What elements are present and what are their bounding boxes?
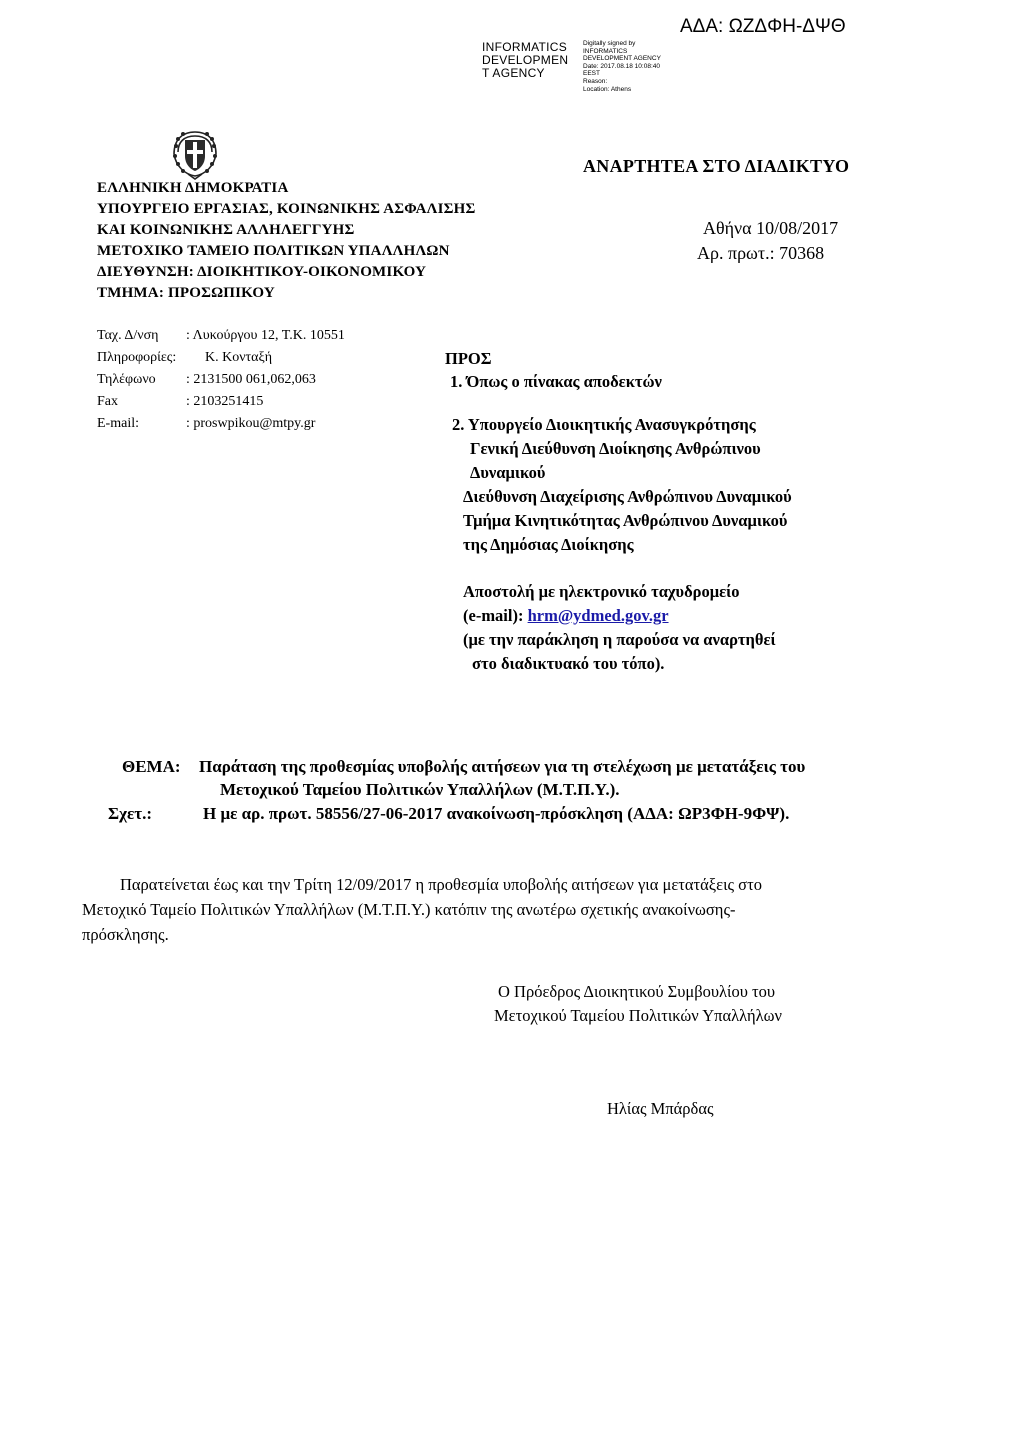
signature-detail-line: EEST: [583, 70, 600, 78]
contact-row: [97, 413, 417, 435]
signatory-name: Ηλίας Μπάρδας: [607, 1099, 714, 1118]
header-line: ΚΑΙ ΚΟΙΝΩΝΙΚΗΣ ΑΛΛΗΛΕΓΓΥΗΣ: [97, 222, 355, 238]
contact-value: : 2103251415: [186, 394, 264, 409]
reference-text: Η με αρ. πρωτ. 58556/27-06-2017 ανακοίνωση-πρόσκληση (ΑΔΑ: ΩΡ3ΦΗ-9ΦΨ).: [203, 804, 790, 823]
signature-detail-line: Reason:: [583, 77, 608, 85]
header-line: ΤΜΗΜΑ: ΠΡΟΣΩΠΙΚΟΥ: [97, 285, 275, 301]
publication-request-line: (με την παράκληση η παρούσα να αναρτηθεί: [463, 630, 776, 649]
signature-detail-line: INFORMATICS: [583, 47, 628, 55]
signatory-title: Μετοχικού Ταμείου Πολιτικών Υπαλλήλων: [494, 1006, 782, 1025]
signature-detail-line: DEVELOPMENT AGENCY: [583, 55, 661, 63]
contact-label: Fax: [97, 394, 118, 409]
email-prefix: (e-mail):: [463, 606, 528, 625]
contact-label: Πληροφορίες:: [97, 350, 177, 365]
recipient-item-2-line: Δυναμικού: [470, 463, 546, 482]
publication-request-line: στο διαδικτυακό του τόπο).: [472, 654, 665, 673]
signature-org-line: T AGENCY: [482, 66, 545, 80]
recipient-item-2-line: Διεύθυνση Διαχείρισης Ανθρώπινου Δυναμικού: [463, 487, 792, 506]
header-line: ΕΛΛΗΝΙΚΗ ΔΗΜΟΚΡΑΤΙΑ: [97, 180, 289, 196]
contact-row: [97, 325, 417, 347]
contact-row: [97, 391, 417, 413]
subject-line: Παράταση της προθεσμίας υποβολής αιτήσεων για τη στελέχωση με μετατάξεις του: [199, 757, 806, 776]
contact-value: : 2131500 061,062,063: [186, 372, 316, 387]
signature-detail-line: Digitally signed by: [583, 40, 636, 47]
publish-notice: ΑΝΑΡΤΗΤΕΑ ΣΤΟ ΔΙΑΔΙΚΤΥΟ: [583, 156, 850, 176]
contact-details: [97, 325, 417, 435]
reference-label: Σχετ.:: [108, 804, 152, 823]
recipient-item-2-line: 2. Υπουργείο Διοικητικής Ανασυγκρότησης: [452, 415, 756, 434]
contact-value: : proswpikou@mtpy.gr: [186, 416, 316, 431]
issuer-header: [97, 178, 476, 304]
signature-org-line: INFORMATICS: [482, 40, 568, 54]
recipient-email-link[interactable]: hrm@ydmed.gov.gr: [527, 606, 669, 625]
subject-line: Μετοχικού Ταμείου Πολιτικών Υπαλλήλων (Μ.Τ.Π.Υ.).: [220, 780, 620, 799]
contact-label: E-mail:: [97, 416, 139, 431]
contact-row: [97, 347, 417, 369]
email-delivery-note: Αποστολή με ηλεκτρονικό ταχυδρομείο: [463, 582, 740, 601]
subject-label: ΘΕΜΑ:: [122, 757, 181, 776]
protocol-number: Αρ. πρωτ.: 70368: [697, 243, 825, 263]
email-delivery-line: [463, 604, 669, 628]
signatory-title: Ο Πρόεδρος Διοικητικού Συμβουλίου του: [498, 982, 776, 1001]
recipient-item-2-line: της Δημόσιας Διοίκησης: [463, 535, 634, 554]
signature-detail-line: Location: Athens: [583, 85, 632, 93]
recipients-heading: ΠΡΟΣ: [445, 349, 492, 368]
greek-coat-of-arms-icon: [166, 124, 224, 182]
contact-label: Ταχ. Δ/νση: [97, 328, 159, 343]
signature-details: [583, 40, 661, 93]
contact-row: [97, 369, 417, 391]
recipient-item-1: 1. Όπως ο πίνακας αποδεκτών: [450, 372, 662, 391]
header-line: ΥΠΟΥΡΓΕΙΟ ΕΡΓΑΣΙΑΣ, ΚΟΙΝΩΝΙΚΗΣ ΑΣΦΑΛΙΣΗΣ: [97, 201, 476, 217]
header-line: ΜΕΤΟΧΙΚΟ ΤΑΜΕΙΟ ΠΟΛΙΤΙΚΩΝ ΥΠΑΛΛΗΛΩΝ: [97, 243, 450, 259]
signature-org-name: [482, 41, 568, 80]
recipient-item-2-line: Γενική Διεύθυνση Διοίκησης Ανθρώπινου: [470, 439, 761, 458]
contact-label: Τηλέφωνο: [97, 372, 156, 387]
recipient-item-2-line: Τμήμα Κινητικότητας Ανθρώπινου Δυναμικού: [463, 511, 788, 530]
ada-code: ΑΔΑ: ΩΖΔΦΗ-ΔΨΘ: [680, 16, 846, 37]
body-line: Παρατείνεται έως και την Τρίτη 12/09/2017 η προθεσμία υποβολής αιτήσεων για μετατάξεις στο: [120, 875, 762, 894]
body-line: Μετοχικό Ταμείο Πολιτικών Υπαλλήλων (Μ.Τ.Π.Υ.) κατόπιν της ανωτέρω σχετικής ανακοίνωσης-: [82, 900, 736, 919]
body-line: πρόσκλησης.: [82, 925, 169, 944]
contact-value: : Λυκούργου 12, Τ.Κ. 10551: [186, 328, 345, 343]
signature-org-line: DEVELOPMEN: [482, 53, 569, 67]
document-date: Αθήνα 10/08/2017: [703, 218, 839, 238]
header-line: ΔΙΕΥΘΥΝΣΗ: ΔΙΟΙΚΗΤΙΚΟΥ-ΟΙΚΟΝΟΜΙΚΟΥ: [97, 264, 427, 280]
contact-value: Κ. Κονταξή: [205, 350, 273, 365]
signature-detail-line: Date: 2017.08.18 10:08:40: [583, 62, 660, 70]
